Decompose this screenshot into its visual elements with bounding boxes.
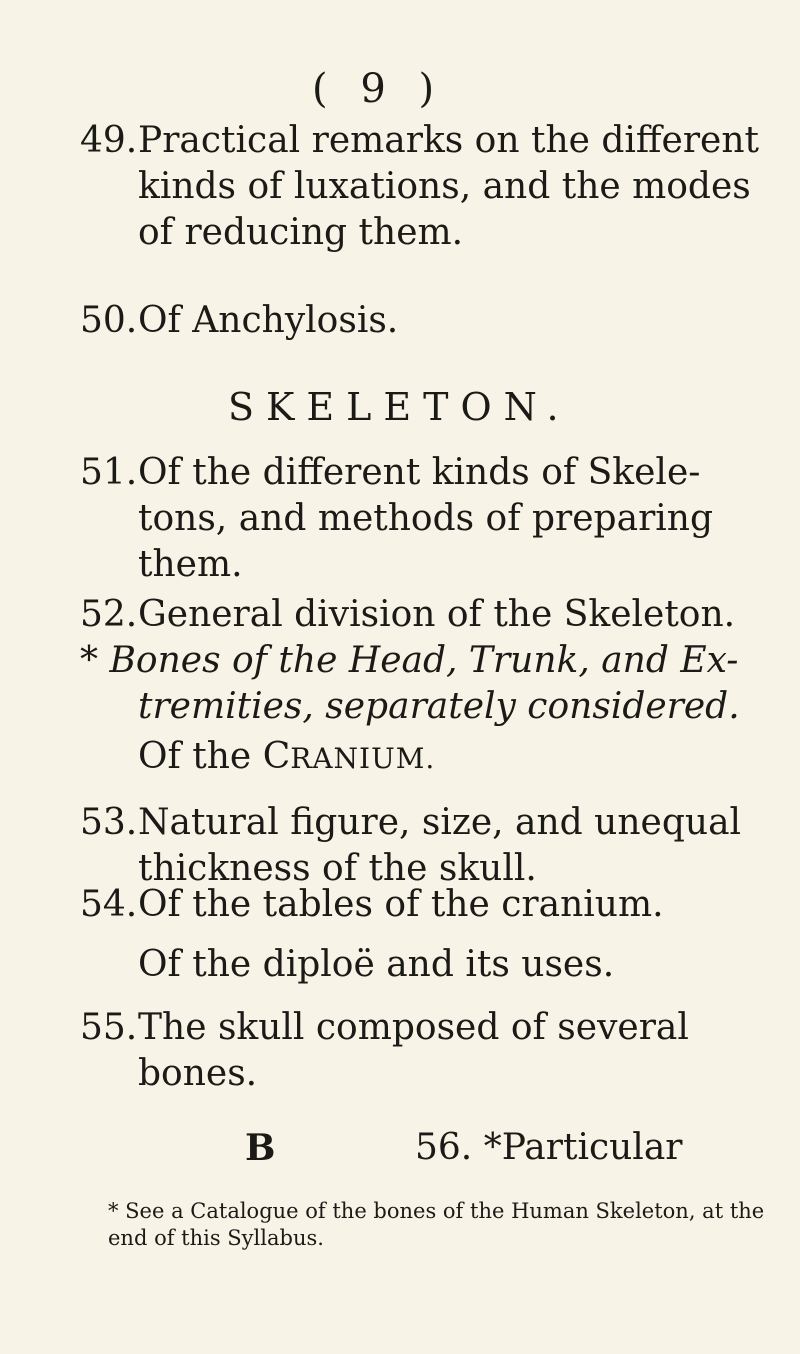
entry-line: The skull composed of several xyxy=(138,1007,689,1048)
entry-line: of reducing them. xyxy=(138,212,464,253)
entry-line: tons, and methods of preparing xyxy=(138,498,714,539)
entry-line: Of Anchylosis. xyxy=(138,300,399,341)
entry-number: 55. xyxy=(80,1007,138,1048)
catchword: 56. *Particular xyxy=(415,1127,683,1168)
entry-line: Of the different kinds of Skele- xyxy=(138,452,701,493)
entry-55 xyxy=(80,1005,689,1097)
diploe-line: Of the diploë and its uses. xyxy=(138,944,615,985)
footnote-line: end of this Syllabus. xyxy=(108,1226,324,1250)
entry-49 xyxy=(80,118,759,256)
note-marker: * xyxy=(80,640,98,681)
entry-number: 49. xyxy=(80,120,138,161)
entry-52 xyxy=(80,592,735,638)
footnote xyxy=(108,1198,764,1252)
entry-number: 50. xyxy=(80,300,138,341)
note-line: tremities, separately considered. xyxy=(138,686,740,727)
page-number: ( 9 ) xyxy=(312,66,445,112)
subheading-rest: RANIUM. xyxy=(290,742,436,775)
signature-mark: B xyxy=(245,1127,276,1169)
entry-line: Of the tables of the cranium. xyxy=(138,884,664,925)
subheading-initial: C xyxy=(262,736,291,777)
entry-line: kinds of luxations, and the modes xyxy=(138,166,751,207)
entry-line: General division of the Skeleton. xyxy=(138,594,736,635)
subheading-cranium xyxy=(138,734,435,782)
entry-53 xyxy=(80,800,741,892)
entry-line: thickness of the skull. xyxy=(138,848,537,889)
entry-number: 53. xyxy=(80,802,138,843)
entry-line: them. xyxy=(138,544,243,585)
note-line: Bones of the Head, Trunk, and Ex- xyxy=(109,640,739,681)
entry-line: bones. xyxy=(138,1053,258,1094)
entry-number: 52. xyxy=(80,594,138,635)
italic-note xyxy=(80,638,740,730)
entry-54 xyxy=(80,882,664,928)
entry-51 xyxy=(80,450,713,588)
subheading-prefix: Of the xyxy=(138,736,263,777)
entry-number: 54. xyxy=(80,884,138,925)
entry-number: 51. xyxy=(80,452,138,493)
entry-50 xyxy=(80,298,398,344)
entry-line: Practical remarks on the different xyxy=(138,120,759,161)
entry-line: Natural figure, size, and unequal xyxy=(138,802,742,843)
section-heading: SKELETON. xyxy=(228,385,571,429)
footnote-line: * See a Catalogue of the bones of the Human Skeleton, at the xyxy=(108,1199,765,1223)
